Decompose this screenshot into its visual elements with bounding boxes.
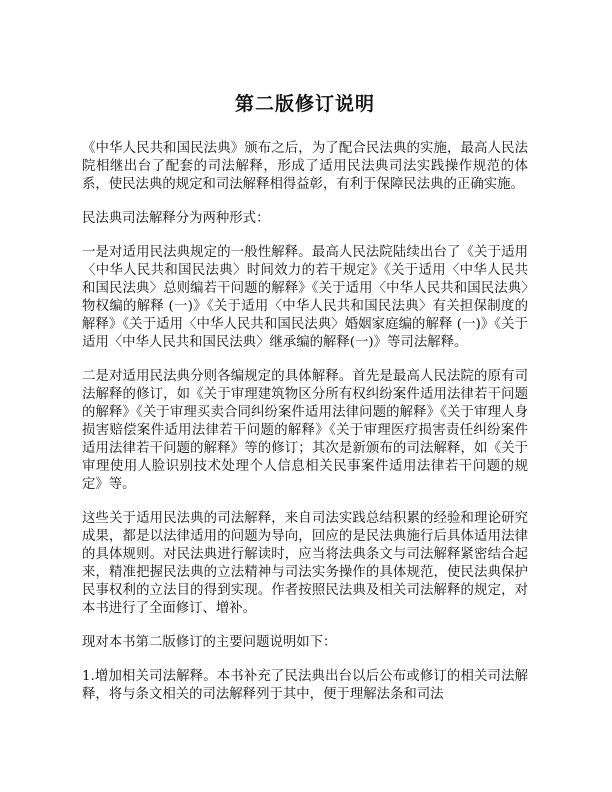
page-title: 第二版修订说明 bbox=[234, 93, 375, 115]
paragraph-two-forms: 民法典司法解释分为两种形式： bbox=[82, 211, 270, 226]
paragraph-revision-item-1: 1.增加相关司法解释。本书补充了民法典出台以后公布或修订的相关司法解释，将与条文相关的司法解释列于其中，便于理解法条和司法 bbox=[82, 669, 528, 702]
paragraph-intro: 《中华人民共和国民法典》颁布之后，为了配合民法典的实施，最高人民法院相继出台了配套的司法解释，形成了适用民法典司法实践操作规范的体系，使民法典的规定和司法解释相得益彰，有利于保障民法典的正确实施。 bbox=[82, 141, 528, 192]
paragraph-significance: 这些关于适用民法典的司法解释，来自司法实践总结积累的经验和理论研究成果，都是以法律适用的问题为导向，回应的是民法典施行后具体适用法律的具体规则。对民法典进行解读时，应当将法典条文与司法解释紧密结合起来，精准把握民法典的立法精神与司法实务操作的具体规范，使民法典保护民事权利的立法目的得到实现。作者按照民法典及相关司法解释的规定，对本书进行了全面修订、增补。 bbox=[82, 511, 528, 616]
paragraph-specific-interpretation: 二是对适用民法典分则各编规定的具体解释。首先是最高人民法院的原有司法解释的修订，如《关于审理建筑物区分所有权纠纷案件适用法律若干问题的解释》《关于审理买卖合同纠纷案件适用法律问题的解释》《关于审理人身损害赔偿案件适用法律若干问题的解释》《关于审理医疗损害责任纠纷案件适用法律若干问题的解释》等的修订；其次是新颁布的司法解释，如《关于审理使用人脸识别技术处理个人信息相关民事案件适用法律若干问题的规定》等。 bbox=[82, 369, 528, 492]
paragraph-revision-intro: 现对本书第二版修订的主要问题说明如下： bbox=[82, 635, 337, 650]
paragraph-general-interpretation: 一是对适用民法典规定的一般性解释。最高人民法院陆续出台了《关于适用〈中华人民共和国民法典〉时间效力的若干规定》《关于适用〈中华人民共和国民法典〉总则编若干问题的解释》《关于适用〈中华人民共和国民法典〉物权编的解释 (一)》《关于适用〈中华人民共和国民法典〉有关担保制度的解释》《关于适用〈中华人民共和国民法典〉婚姻家庭编的解释 (一)》《关于适用〈中华人民共和国民法典〉继承编的解释(一)》等司法解释。 bbox=[82, 245, 528, 350]
